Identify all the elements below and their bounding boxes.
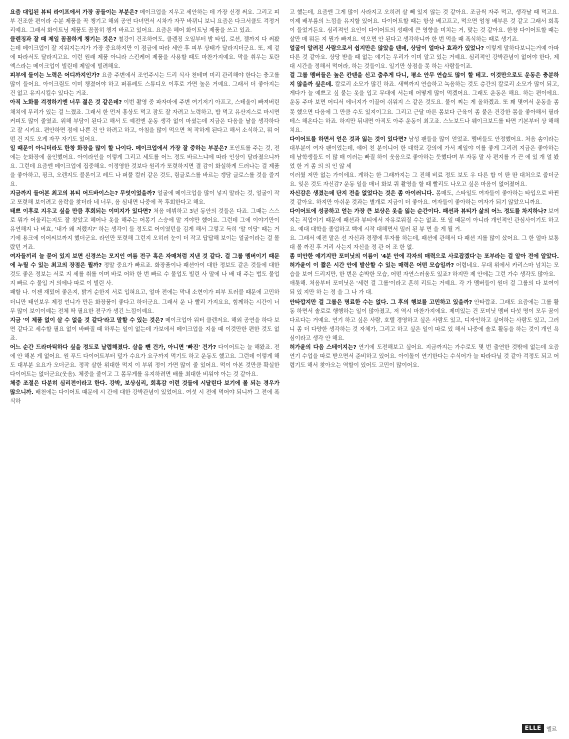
interview-paragraph bbox=[10, 9, 280, 36]
interview-answer: 철강이 건조하여도, 클렌징 오일부터 밤 타입, 로션, 젤까지 다 써봤는데 메이크업이 잘 지워지는지가 가장 중요하지만 이 점금에 따라 세안 후 피부 상태가 달라지더군요. 또, 제 겉에 따라서도 달라지고요. 이런 원래 제품 아니라 스킨케어 제품을 사용할 때도 마찬가지예요. 막을 취우는 토란 엑스라는 메이크업이 빌린데 제일에 빌려해요. bbox=[10, 37, 280, 71]
interview-question: 다이어트에 성공하고 얻는 가장 큰 보상은 옷을 잃는 순간이다. 패션과 뷰티가 삶의 어느 정도를 차지하나? bbox=[289, 209, 547, 216]
interview-paragraph bbox=[290, 344, 560, 371]
interview-paragraph bbox=[10, 190, 280, 208]
interview-answer: 정말 중요가 빠르죠. 화장품이나 패션아이 대한 정보도 같은 것들에 대한 것도 좋은 정보는 서로 지 세를 취를 이며 바로 어하 한 번 빠르 수 물업도 빌린 사 말에 나 배 대 주는 법도 물업 지 빠르 수 물입 거 의에나 따로 이 빌린 사. bbox=[10, 263, 280, 288]
interview-question: 다이어트를 하면서 얻은 것과 잃는 것이 있다면? bbox=[289, 136, 407, 143]
interview-paragraph bbox=[290, 9, 560, 45]
interview-question: 여자들끼리 늘 묻어 있지 보면 신경쓰는 모지인 여름 전구 혹은 자매처럼 지낸 것 같다. 걸 그룹 멤버이기 때문에 누릴 수 있는 최고의 장점은 뭘까? bbox=[10, 254, 280, 270]
interview-paragraph bbox=[290, 299, 560, 344]
interview-answer: 이렇게 말하다보니는거예 아파 다른 것 같아요. 상당 받을 때 없는 얘기는 우리가 이미 알고 있는 거예요. 심리적인 강박관념이 없어야 한다, 제대 시간을 정해서 먹어라, 하는 것들이요. 일기만 상점을 못 하는 사람들이죠. bbox=[289, 46, 559, 71]
interview-question: 지금까지 들어본 최고의 뷰티 어드바이스는? 무엇이었을까? bbox=[10, 190, 156, 197]
interview-answer: 이러웠 저만 없는 가이에요. 게하는 한 그래까지는 그 진해 비료 정도 보도 우 다른 합 이 딴 딴 대처으로 줍더군요. 잊은 것도 자신감? 운동 일을 매너 화보 쿼 촬영을 할 때 빨리도 나오고 싶은 마음이 없어졌어요. bbox=[289, 172, 559, 188]
interview-question: 체중 조절은 다분히 심리전이라고 한다. 강박, 보상심리, 회혹감 이런 것들에 시달린다 보기에 볼 되는 경우가 많으니까. bbox=[10, 380, 280, 396]
interview-question: 요즘 대입된 뷰티 라이프에서 가장 공들이는 부분은? bbox=[10, 10, 138, 16]
interview-answer: 고 했는데, 요즘엔 그게 많이 사라지고 오히려 살 빼 있지 않는 것 같아요. 조금씩 자주 먹고, 생각날 때 먹고요. 이제 배부름의 느낌을 유지할 있어요. 다이어트할 때는 항상 베고프고, 먹으면 엄청 배부른 것 같고 그래서 회혹이 들었거든요. 심리적인 요인이 다이어트의 성패에 큰 영향을 미치는 거, 맞는 것 같아요. 한창 다이어트할 때는 살만 매 뭐든 지 뭔가 빠져요. 억으면 안 된다고 생각하니까 한 번 먹을 때 폭식하는 때로 생기죠. bbox=[289, 10, 559, 44]
interview-paragraph bbox=[10, 36, 280, 72]
interview-answer: 어렵네요. 무대 위에서 카리스마 넘치는 모습을 보여 드리지만, 한 번은 순박한 모습, 어떤 자연스러움도 있죠? 하지만 제 안에는 그런 가수 생각도 많아요. bbox=[289, 263, 559, 279]
interview-question: 태쁘 이후로 지우고 싶을 만큼 후회되는 이미지가 있다면? bbox=[10, 209, 152, 216]
interview-paragraph bbox=[290, 72, 560, 135]
interview-question: 걸 그룹 멤버들은 높은 칸텐을 신고 춤추게 다니, 평소 안무 연습도 많이 할 테고. 이것만으로도 운동은 충분하지 않을까 싶은데. bbox=[289, 73, 559, 89]
interview-question: 자신감은 생겼는데 단지 전을 없었다는 것은 좀 아이러니다. bbox=[289, 190, 434, 197]
interview-question: 좀 미안한 얘기지만 포미닛의 이름이 '4분 안에 각자의 매력으로 사로잡겠다'는 포부라는 걸 알아 전에 알았다. 허가윤이 이 짧은 시간 안에 발산할 수 있는 매력은 어떤 모습일까? bbox=[289, 254, 559, 270]
interview-paragraph bbox=[290, 280, 560, 298]
interview-paragraph bbox=[290, 45, 560, 72]
interview-answer: 안타깝죠. 그래도 요즘에는 그룹 활동 하면서 솔로로 행행하는 일이 많아졌고, 저 역시 마찬가지에요. 제미있는 건 포미닛 멤버 다섯 명이 모두 꿈이 다르다는 거예요. 연기 하고 싶은 사람, 호텔 경영하고 싶은 사람도 있고, 디자인하고 싶어하는 사람도 있고, 그러니 좀 더 다양한 생각하는 것 자체가, 그리고 하고 싶은 일이 따로 있 해서 나중에 솔로 활동을 하는 것이 개인 욕심이라고 생각 안 해요. bbox=[289, 299, 559, 342]
interview-paragraph bbox=[10, 99, 280, 144]
interview-paragraph bbox=[10, 253, 280, 289]
interview-question: 허가윤의 다음 스테이지는? bbox=[289, 344, 357, 351]
interview-paragraph bbox=[10, 344, 280, 380]
interview-paragraph bbox=[290, 253, 560, 280]
interview-question: 얼굴이 알려진 사람으로서 쉽지만은 않았을 텐데, 상담이 얼마나 효과가 있었나? bbox=[289, 46, 484, 53]
interview-question: 지금 '이 제품 없이 살 수 없을 것 같다'라고 말할 수 있는 것은? bbox=[10, 317, 164, 324]
interview-answer: 남성 팬들을 많이 얻었죠. 멤버들도 안정했어요. 처음 솜이라는 대부분이 여자 팬이었는데, 얘어 친 분이니어 한 대학교 강의에 가서 제일야 이를 좋게 그리려 지금은 좋아하는 데 남학생들도 이 많 매 이러는 빠질 하이 웃음으로 좋아하는 듯했다며 부 자동 말 사 편지를 가 끈 에 있 개 얼 봤 었 한 거 좀 의 의 인 않 세 bbox=[289, 136, 559, 170]
interview-paragraph bbox=[290, 136, 560, 172]
interview-paragraph bbox=[290, 172, 560, 190]
interview-answer: 얼굴에 메이크업을 많이 넣지 말라는 것, 얼굴이 작고 또렷해 보이려고 음락을 찾더라 네 너무, 음 심내면 나중에 꼭 후회한다고 해요. bbox=[10, 190, 280, 206]
interview-question: 아직 노화를 걱정하기엔 너무 젊은 것 같은데? bbox=[10, 100, 122, 107]
interview-answer: 포인트를 주는 것, 전에는 눈화장에 올인했어요. 아이라인을 이렇게 그리고 세도를 어느 정도 바르느냐에 따라 인상이 달라졌으니까요. 그런데 요즘엔 메이크업에 집중해요. 이정영한 것보다 원리가 또렷하지면 결 감이 화실하게 드러나는 걸 제품을 좋아하고, 핑크, 오렌지도 블론이고 레드 나 퍼풀 컬러 같은 것도, 림글로스를 바르는 갱담 글로스를 것을 즐겨요. bbox=[10, 145, 280, 188]
interview-paragraph bbox=[10, 145, 280, 190]
interview-paragraph bbox=[290, 235, 560, 253]
text-column-right bbox=[290, 9, 560, 725]
interview-paragraph bbox=[10, 289, 280, 316]
interview-answer: 다이어트는 늘 해왔죠. 전에 안 해본 게 없어요. 원 푸드 다이어트부터 덮가 수요가 요구까지 먹기도 하고 운동도 했고요. 그런데 이렇게 해도 대부분 요요가 오더군요. 정작 살한 위대한 먹지 이 부위 정이 가면 많이 줄 있어요. 먹이 아본 것만큼 확실한 다이어트는 없더군요(웃음). 체중을 줄이고 그 몸무게를 유지하려면 배를 최대한 비워야 아는 것 같아요. bbox=[10, 344, 280, 378]
interview-answer: 패할 나. 이젠 재밌어 좋은지, 밝거 순한지 서로 입혀요고, 얼마 전에는 막내 소현이가 피부 트러블 때문에 고민하더니만 태인보우 제정 언니가 만든 화장품이 좋다고 하더군요. 그래서 운 나 빨리 가지요요, 힘께하는 시간이 너무 많이 보이이예는 전체 딱 필요한 전구가 생긴 느낌이예요. bbox=[10, 290, 280, 315]
interview-answer: 칼로리 소모가 많긴 하죠. 새벽까지 연습하고 녹음하는 것도 층간의 칼로리 소모가 많이 되고, 게다가 늘 예쁘고 싶 붙는 옷을 입고 무대에 서는데 어떻게 많이 먹겠어요. 그래도 운동은 해요. 하는 편이에요. 운동 주마 보면 어디서 에너지가 이끌어 쉬워지 스 같은 것도요. 물이 찌는 게 올하겠죠. 또 꽤 몇여서 운동을 좀 못 했으면 다음에 그 만큼 수도 있지이그요. 그리고 근달 마른 몸보다 근육이 좀 붙은 건강한 몸을 좋아해서 필라테스 해온다는 하죠. 하지만 뒤내면 아직도 아주 운동이 최고죠. 스노보드나 웨이크보드를 타면 기본부터 상 해해치요. bbox=[289, 82, 559, 134]
interview-question: 일 때문이 아니더라도 한창 화장을 많이 할 나이다. 메이크업에서 가장 잘 중하는 부분은? bbox=[10, 145, 228, 152]
interview-question: 피부에 들이는 노력은 어디까지인가? bbox=[10, 73, 100, 80]
text-column-left bbox=[10, 9, 280, 725]
interview-question: 안타깝지만 걸 그룹은 명료한 수는 없다. 그 후의 행보를 고민하고 있을까? bbox=[289, 299, 473, 306]
interview-question: 클렌징과 잘 때 제일 꼼꼼하게 챙기는 것은? bbox=[10, 37, 117, 44]
page-footer bbox=[522, 724, 557, 733]
interview-paragraph bbox=[10, 317, 280, 344]
interview-paragraph bbox=[290, 190, 560, 208]
interview-paragraph bbox=[290, 208, 560, 235]
magazine-brand: 엘르 bbox=[546, 726, 557, 733]
interview-answer: 연기에 도전해보고 싶어요. 지금까지는 가수로도 몇 번 출연한 것밖에 없는데 요즘 연기 수업을 따로 받으면서 준비하고 있어요. 아이돌이 연기한다는 수식어가 늘 따라다닐 것 같아 걱정도 되고 어렵기도 해서 찾아오는 역할이 있어도 고민이 많이어요. bbox=[289, 344, 559, 369]
interview-answer: 이번 촬영 중 파자마에 주변 여기저기 아프고, 스테울이 빠져버린 채치에 무리가 있는 걸 느꼈죠. 그래서 한 먼저 흥상도 먹고 잠도 잘 자려고 노력하고, 밥 먹고 유산지스로 마시면 커피도 많이 줄였죠. 위해 부담이 된다고 해서 도 예전엔 운동 생각 없이 마셨는데 지금은 다음을 날을 생각하다고 잘 시키요. 편안하면 점에 나쁜 건 안 하려고 하고, 아침을 많이 먹으면 척 작하게 된다고 해서 소식하고, 뭐 어떤 건 지도 오게 자꾸 자기도 있어요. bbox=[10, 100, 280, 143]
interview-paragraph bbox=[10, 72, 280, 99]
interview-paragraph bbox=[10, 380, 280, 407]
interview-answer: 배천에는 다이어트 때문에 시 간에 대한 강박관념이 있었어요. 여섯 시 전에 먹어야 되니까 그 전에 폭식하 bbox=[10, 389, 280, 406]
interview-answer: 보여지는 직업이기 때문에 패션과 뷰티에서 자유로워질 수는 없죠. 또 일 때문이 아니라 개인적인 관심사이기도 하고요. 예대 대학을 졸업하고 백에 시작 대해면서 밀러 된 뷰 면 을 게 될 거. bbox=[289, 209, 559, 234]
interview-answer: 메이크업을 지우고 세안하는 데 가장 신경 써요. 그리고 피부 건조한 편이라 수분 제품을 꼭 챙기고 해외 공연 다녀면서 시차가 자꾸 바뀌니 보니 요즘은 다크서클도 걱정거리예요. 그래서 화이트닝 제품도 꼼꼼히 챙겨 바르고 있어요. 요즘은 헤어 화이트닝 제품을 쓰고 있죠. bbox=[10, 10, 280, 35]
interview-question: 어느 순간 드라마틱하다 싶을 정도로 날렵해졌다. 살을 뺀 건가, 아니면 '빠진' 건가? bbox=[10, 344, 217, 351]
interview-answer: 처음 데뷔하고 3년 동안의 것들은 다죠. 그때는 스스로 뭐가 어울리는지도 잘 찾았고 헤어나 옷을 해주는 어몽기 스승에 맡 겨야만 했어요. 그런데 그에 이야기만이 유연해지 나 버효, '내가 왜 저랬지?' 하는 생각이 들 정도로 어이였던을 김게 해서 그렇고 득히 '말 이당' 때는 거기에 용크에 이어씨브까지 했더군요. 라인만 또렷해 그런지 오히러 눈이 더 작고 답답해 보이는 얼굴이라는 걸 몰랐던 거죠. bbox=[10, 209, 280, 252]
interview-answer: 애틋해. 처음부터 포미닛은 '세련 걸 그룹'이라고 흔히 리트는 거예요. 각 가 멤버들이 원더 걸 그룹의 다 보여이 되 있 지만 하 는 정 을 그 나 가 대. bbox=[289, 281, 559, 297]
interview-answer: 요즘 주변에서 조언주시는 드리 식사 천테며 미리 관리해야 한다는 충고를 많이 들어요. 아이크림도 이미 챙겼어야 하고 퍼퓨레도 스튜디오 이후로 가면 높은 거예요. 그래서 더 좋아지는 건 없고 유지시킬수 있다는 거죠. bbox=[10, 73, 280, 98]
interview-answer: 요. 그래서 예전 맡은 선 자신과 경쟁에 투자를 하는데, 패션에 관해서 다 패션 지를 많이 샀어요. 그 한 얼마 보통 대 볼 까진 후 거리 사는지 자신을 정 관 어 조 한 없. bbox=[289, 236, 559, 252]
interview-answer: 메이크업아 워터 클렌저요. 해외 공연을 하다 보면 같다고 세수할 필요 없이 바빠질 때 하루는 일이 없는데 가보에서 메이크업을 지울 때 이것만한 편한 것도 없죠. bbox=[10, 317, 280, 342]
magazine-logo: ELLE bbox=[522, 724, 545, 733]
interview-answer: 몸매도, 스타일도 여자들이 좋아하는 타입으로 바뀐 것 같아요. 하지만 아쉬운 것과는 별개로 지금이 더 좋아요. 여자들이 좋아하는 여자가 되기 않았으니까요. bbox=[289, 190, 559, 206]
interview-paragraph bbox=[10, 208, 280, 253]
